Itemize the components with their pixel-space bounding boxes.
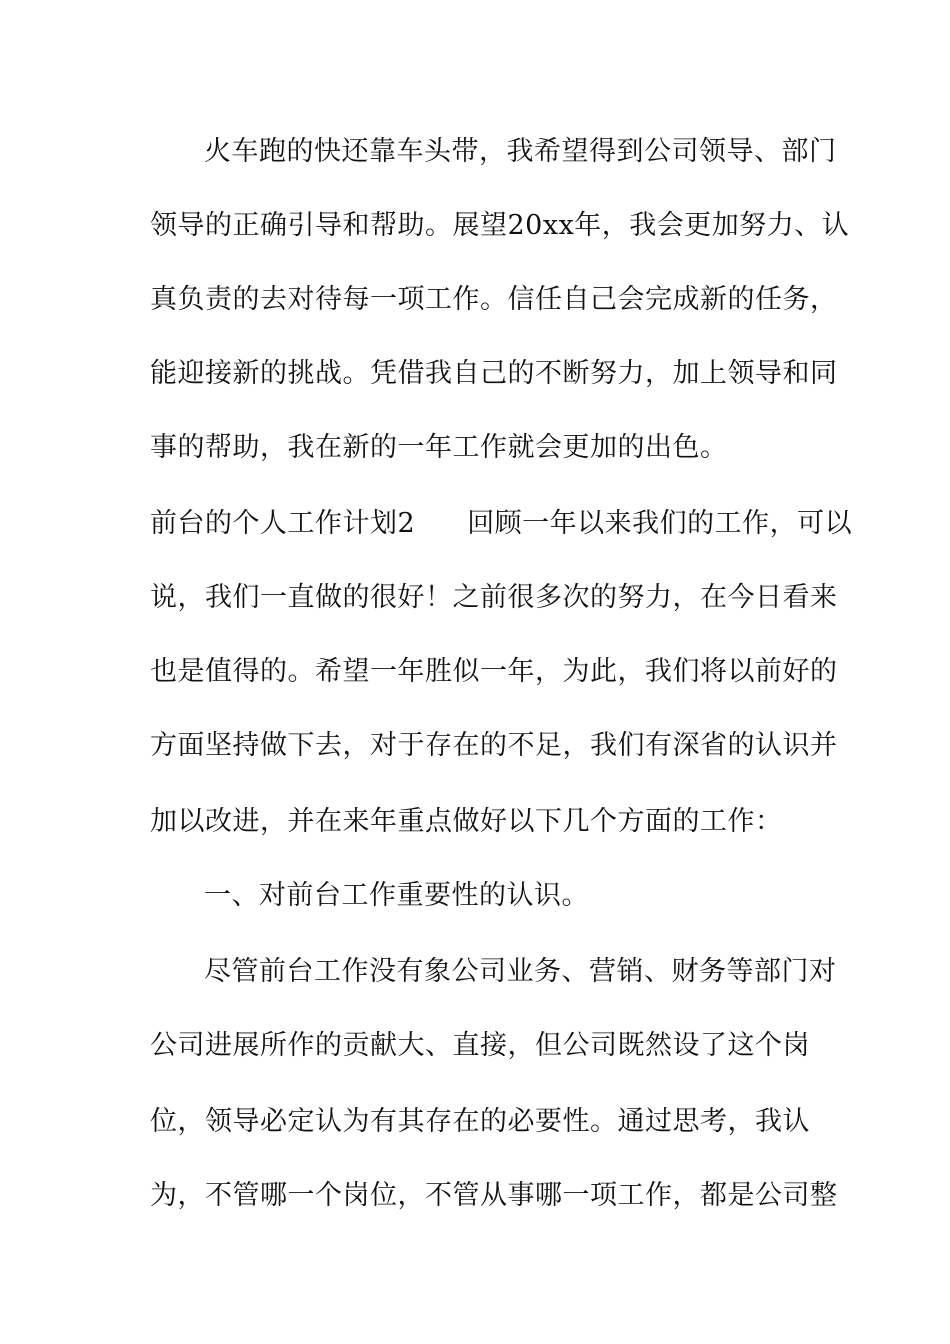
text-line: 回顾一年以来我们的工作，可以 bbox=[467, 508, 853, 539]
text-line: 领导的正确引导和帮助。展望20xx年，我会更加努力、认 bbox=[150, 210, 850, 241]
text-line: 真负责的去对待每一项工作。信任自己会完成新的任务， bbox=[150, 284, 838, 315]
section-heading-line bbox=[150, 508, 852, 540]
text-line: 方面坚持做下去，对于存在的不足，我们有深省的认识并 bbox=[150, 730, 838, 761]
section-heading: 前台的个人工作计划2 bbox=[150, 508, 416, 539]
text-line: 公司进展所作的贡献大、直接，但公司既然设了这个岗 bbox=[150, 1030, 810, 1061]
text-line: 位，领导必定认为有其存在的必要性。通过思考，我认 bbox=[150, 1106, 810, 1137]
text-line: 也是值得的。希望一年胜似一年，为此，我们将以前好的 bbox=[150, 656, 838, 687]
text-line: 事的帮助，我在新的一年工作就会更加的出色。 bbox=[150, 432, 728, 463]
text-line: 尽管前台工作没有象公司业务、营销、财务等部门对 bbox=[204, 956, 837, 987]
text-line: 为，不管哪一个岗位，不管从事哪一项工作，都是公司整 bbox=[150, 1180, 838, 1211]
text-line: 火车跑的快还靠车头带，我希望得到公司领导、部门 bbox=[204, 136, 837, 167]
text-line: 加以改进，并在来年重点做好以下几个方面的工作： bbox=[150, 806, 783, 837]
subheading-line: 一、对前台工作重要性的认识。 bbox=[204, 880, 589, 911]
text-line: 说，我们一直做的很好！之前很多次的努力，在今日看来 bbox=[150, 582, 838, 613]
text-line: 能迎接新的挑战。凭借我自己的不断努力，加上领导和同 bbox=[150, 358, 838, 389]
